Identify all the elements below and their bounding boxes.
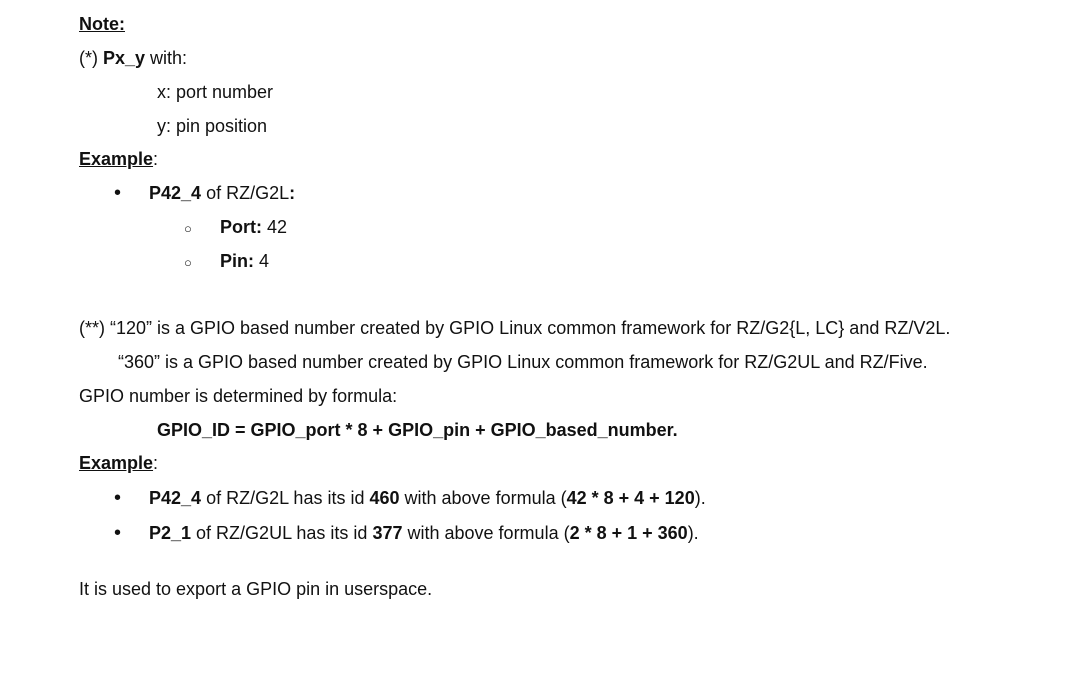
- example-port: Port: 42: [220, 217, 288, 237]
- gpio-formula-intro: GPIO number is determined by formula:: [79, 386, 398, 406]
- note-y-description: y: pin position: [157, 116, 268, 136]
- gpio-formula: GPIO_ID = GPIO_port * 8 + GPIO_pin + GPIO_based_number.: [157, 420, 678, 440]
- footer-text: It is used to export a GPIO pin in userspace.: [79, 579, 433, 599]
- example-heading: Example:: [79, 453, 159, 473]
- example-pin: Pin: 4: [220, 251, 270, 271]
- circle-bullet-icon: [184, 250, 192, 274]
- note-x-description: x: port number: [157, 82, 274, 102]
- bullet-icon: [114, 487, 121, 509]
- circle-bullet-icon: [184, 216, 192, 240]
- bullet-icon: [114, 182, 121, 204]
- gpio-line-120: (**) “120” is a GPIO based number created by GPIO Linux common framework for RZ/G2{L, LC} and RZ/V2L.: [79, 318, 951, 338]
- bullet-icon: [114, 522, 121, 544]
- example-list-item: P42_4 of RZ/G2L has its id 460 with above formula (42 * 8 + 4 + 120).: [149, 488, 706, 508]
- example-item: P42_4 of RZ/G2L:: [149, 183, 296, 203]
- example-heading: Example:: [79, 149, 159, 169]
- note-px-y-line: (*) Px_y with:: [79, 48, 188, 68]
- gpio-line-360: “360” is a GPIO based number created by GPIO Linux common framework for RZ/G2UL and RZ/Five.: [118, 352, 928, 372]
- note-heading: Note:: [79, 14, 125, 34]
- example-list-item: P2_1 of RZ/G2UL has its id 377 with above formula (2 * 8 + 1 + 360).: [149, 523, 699, 543]
